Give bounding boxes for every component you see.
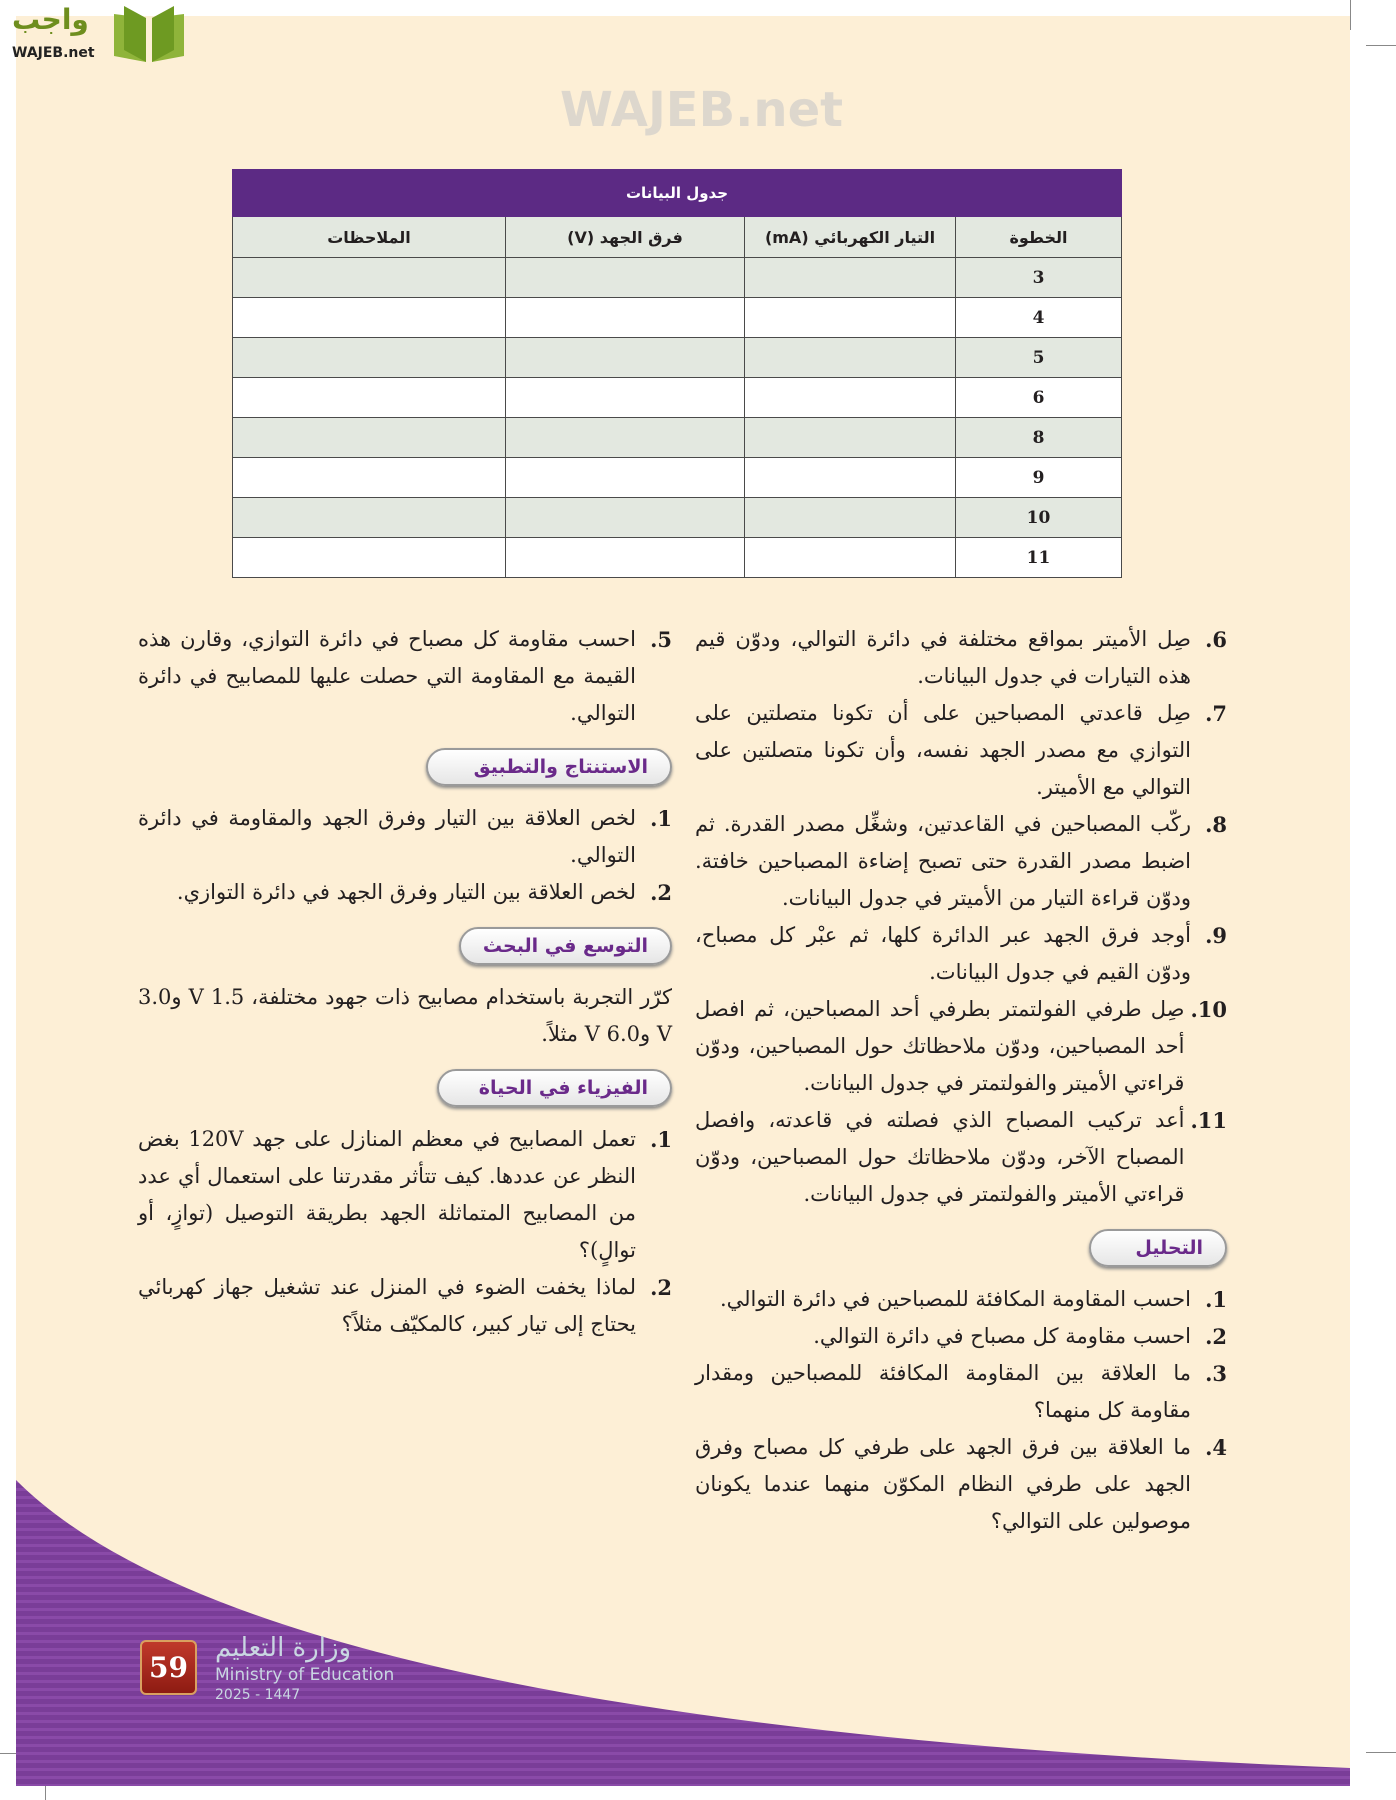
current-cell[interactable] [745, 298, 956, 338]
list-item [695, 1429, 1227, 1540]
page-number: 59 [140, 1640, 197, 1695]
item-text: ما العلاقة بين فرق الجهد على طرفي كل مصباح وفرق الجهد على طرفي النظام المكوّن منهما عندما يكونان موصولين على التوالي؟ [695, 1435, 1191, 1533]
item-number: 7. [1205, 701, 1227, 726]
item-number: 1. [1205, 1287, 1227, 1312]
logo-arabic: واجب [12, 3, 89, 36]
data-table [232, 169, 1122, 578]
item-number: 4. [1205, 1435, 1227, 1460]
header-step: الخطوة [956, 217, 1122, 258]
step-cell: 9 [956, 458, 1122, 498]
extend-text: كرّر التجربة باستخدام مصابيح ذات جهود مختلفة، 1.5 V و3.0 V و6.0 V مثلاً. [138, 985, 672, 1046]
step-cell: 6 [956, 378, 1122, 418]
voltage-cell[interactable] [506, 418, 745, 458]
item-text: صِل طرفي الفولتمتر بطرفي أحد المصباحين، ثم افصل أحد المصباحين، ودوّن ملاحظاتك حول المصباحين، ودوّن قراءتي الأميتر والفولتمتر في جدول البيانات. [695, 997, 1185, 1095]
table-row [233, 458, 1122, 498]
notes-cell[interactable] [233, 378, 506, 418]
book-icon [110, 4, 188, 64]
conclude-list [138, 800, 672, 911]
table-row [233, 338, 1122, 378]
current-cell[interactable] [745, 458, 956, 498]
item-text: احسب المقاومة المكافئة للمصباحين في دائرة التوالي. [719, 1287, 1191, 1311]
list-item [138, 800, 672, 874]
table-row [233, 498, 1122, 538]
header-current: التيار الكهربائي (mA) [745, 217, 956, 258]
step-cell: 5 [956, 338, 1122, 378]
notes-cell[interactable] [233, 338, 506, 378]
item-text: احسب مقاومة كل مصباح في دائرة التوالي. [813, 1324, 1191, 1348]
list-item [138, 1269, 672, 1343]
life-list [138, 1121, 672, 1343]
analysis-list-continued [138, 621, 672, 732]
list-item [695, 695, 1227, 806]
life-heading: الفيزياء في الحياة [437, 1069, 672, 1107]
item-number: 2. [650, 880, 672, 905]
notes-cell[interactable] [233, 418, 506, 458]
current-cell[interactable] [745, 418, 956, 458]
conclude-heading: الاستنتاج والتطبيق [426, 748, 672, 786]
notes-cell[interactable] [233, 538, 506, 578]
item-number: 1. [650, 1127, 672, 1152]
step-cell: 10 [956, 498, 1122, 538]
item-text: لخص العلاقة بين التيار وفرق الجهد والمقاومة في دائرة التوالي. [138, 806, 636, 867]
step-cell: 3 [956, 258, 1122, 298]
item-text: أوجد فرق الجهد عبر الدائرة كلها، ثم عبْر كل مصباح، ودوّن القيم في جدول البيانات. [695, 923, 1191, 984]
current-cell[interactable] [745, 498, 956, 538]
voltage-cell[interactable] [506, 298, 745, 338]
item-number: 10. [1190, 997, 1227, 1022]
item-number: 9. [1205, 923, 1227, 948]
list-item [695, 1281, 1227, 1318]
list-item [695, 1355, 1227, 1429]
table-row [233, 258, 1122, 298]
item-text: احسب مقاومة كل مصباح في دائرة التوازي، وقارن هذه القيمة مع المقاومة التي حصلت عليها للمصابيح في دائرة التوالي. [138, 627, 636, 725]
right-column [695, 621, 1227, 1540]
notes-cell[interactable] [233, 298, 506, 338]
item-number: 6. [1205, 627, 1227, 652]
list-item [695, 806, 1227, 917]
table-row [233, 298, 1122, 338]
step-cell: 4 [956, 298, 1122, 338]
step-cell: 8 [956, 418, 1122, 458]
item-number: 3. [1205, 1361, 1227, 1386]
item-number: 8. [1205, 812, 1227, 837]
list-item [695, 917, 1227, 991]
analysis-list [695, 1281, 1227, 1540]
voltage-cell[interactable] [506, 338, 745, 378]
table-row [233, 538, 1122, 578]
item-text: صِل قاعدتي المصباحين على أن تكونا متصلتين على التوازي مع مصدر الجهد نفسه، وأن تكونا متصلتين على التوالي مع الأميتر. [695, 701, 1191, 799]
wajeb-logo [0, 0, 200, 70]
list-item [138, 621, 672, 732]
voltage-cell[interactable] [506, 258, 745, 298]
notes-cell[interactable] [233, 498, 506, 538]
logo-latin: WAJEB.net [12, 45, 95, 61]
list-item [695, 1318, 1227, 1355]
item-number: 2. [1205, 1324, 1227, 1349]
item-number: 5. [650, 627, 672, 652]
step-cell: 11 [956, 538, 1122, 578]
list-item [138, 1121, 672, 1269]
header-voltage: فرق الجهد (V) [506, 217, 745, 258]
list-item [695, 1102, 1227, 1213]
list-item [695, 991, 1227, 1102]
current-cell[interactable] [745, 258, 956, 298]
list-item [138, 874, 672, 911]
ministry-logo: وزارة التعليم Ministry of Education 2025 - 1447 [215, 1633, 395, 1703]
procedure-list [695, 621, 1227, 1213]
left-column [138, 621, 672, 1343]
item-text: لماذا يخفت الضوء في المنزل عند تشغيل جهاز كهربائي يحتاج إلى تيار كبير، كالمكيّف مثلاً؟ [138, 1275, 636, 1336]
current-cell[interactable] [745, 378, 956, 418]
list-item [695, 621, 1227, 695]
item-text: صِل الأميتر بمواقع مختلفة في دائرة التوالي، ودوّن قيم هذه التيارات في جدول البيانات. [695, 627, 1191, 688]
header-notes: الملاحظات [233, 217, 506, 258]
table-row [233, 418, 1122, 458]
table-row [233, 378, 1122, 418]
extend-heading: التوسع في البحث [459, 927, 672, 965]
voltage-cell[interactable] [506, 458, 745, 498]
item-text: ركّب المصباحين في القاعدتين، وشغِّل مصدر القدرة. ثم اضبط مصدر القدرة حتى تصبح إضاءة المصباحين خافتة. ودوّن قراءة التيار من الأميتر في جدول البيانات. [695, 812, 1191, 910]
item-number: 1. [650, 806, 672, 831]
current-cell[interactable] [745, 338, 956, 378]
current-cell[interactable] [745, 538, 956, 578]
voltage-cell[interactable] [506, 498, 745, 538]
table-title: جدول البيانات [233, 170, 1122, 217]
item-text: لخص العلاقة بين التيار وفرق الجهد في دائرة التوازي. [176, 880, 636, 904]
item-text: تعمل المصابيح في معظم المنازل على جهد 120V بغض النظر عن عددها. كيف تتأثر مقدرتنا على استعمال أي عدد من المصابيح المتماثلة الجهد بطريقة التوصيل (توازٍ، أو توالٍ)؟ [138, 1127, 636, 1262]
item-number: 2. [650, 1275, 672, 1300]
notes-cell[interactable] [233, 458, 506, 498]
watermark: WAJEB.net [560, 82, 844, 138]
item-text: ما العلاقة بين المقاومة المكافئة للمصباحين ومقدار مقاومة كل منهما؟ [695, 1361, 1191, 1422]
notes-cell[interactable] [233, 258, 506, 298]
voltage-cell[interactable] [506, 378, 745, 418]
item-number: 11. [1190, 1108, 1227, 1133]
voltage-cell[interactable] [506, 538, 745, 578]
item-text: أعد تركيب المصباح الذي فصلته في قاعدته، وافصل المصباح الآخر، ودوّن ملاحظاتك حول المصباحين، ودوّن قراءتي الأميتر والفولتمتر في جدول البيانات. [695, 1108, 1185, 1206]
analysis-heading: التحليل [1089, 1229, 1227, 1267]
